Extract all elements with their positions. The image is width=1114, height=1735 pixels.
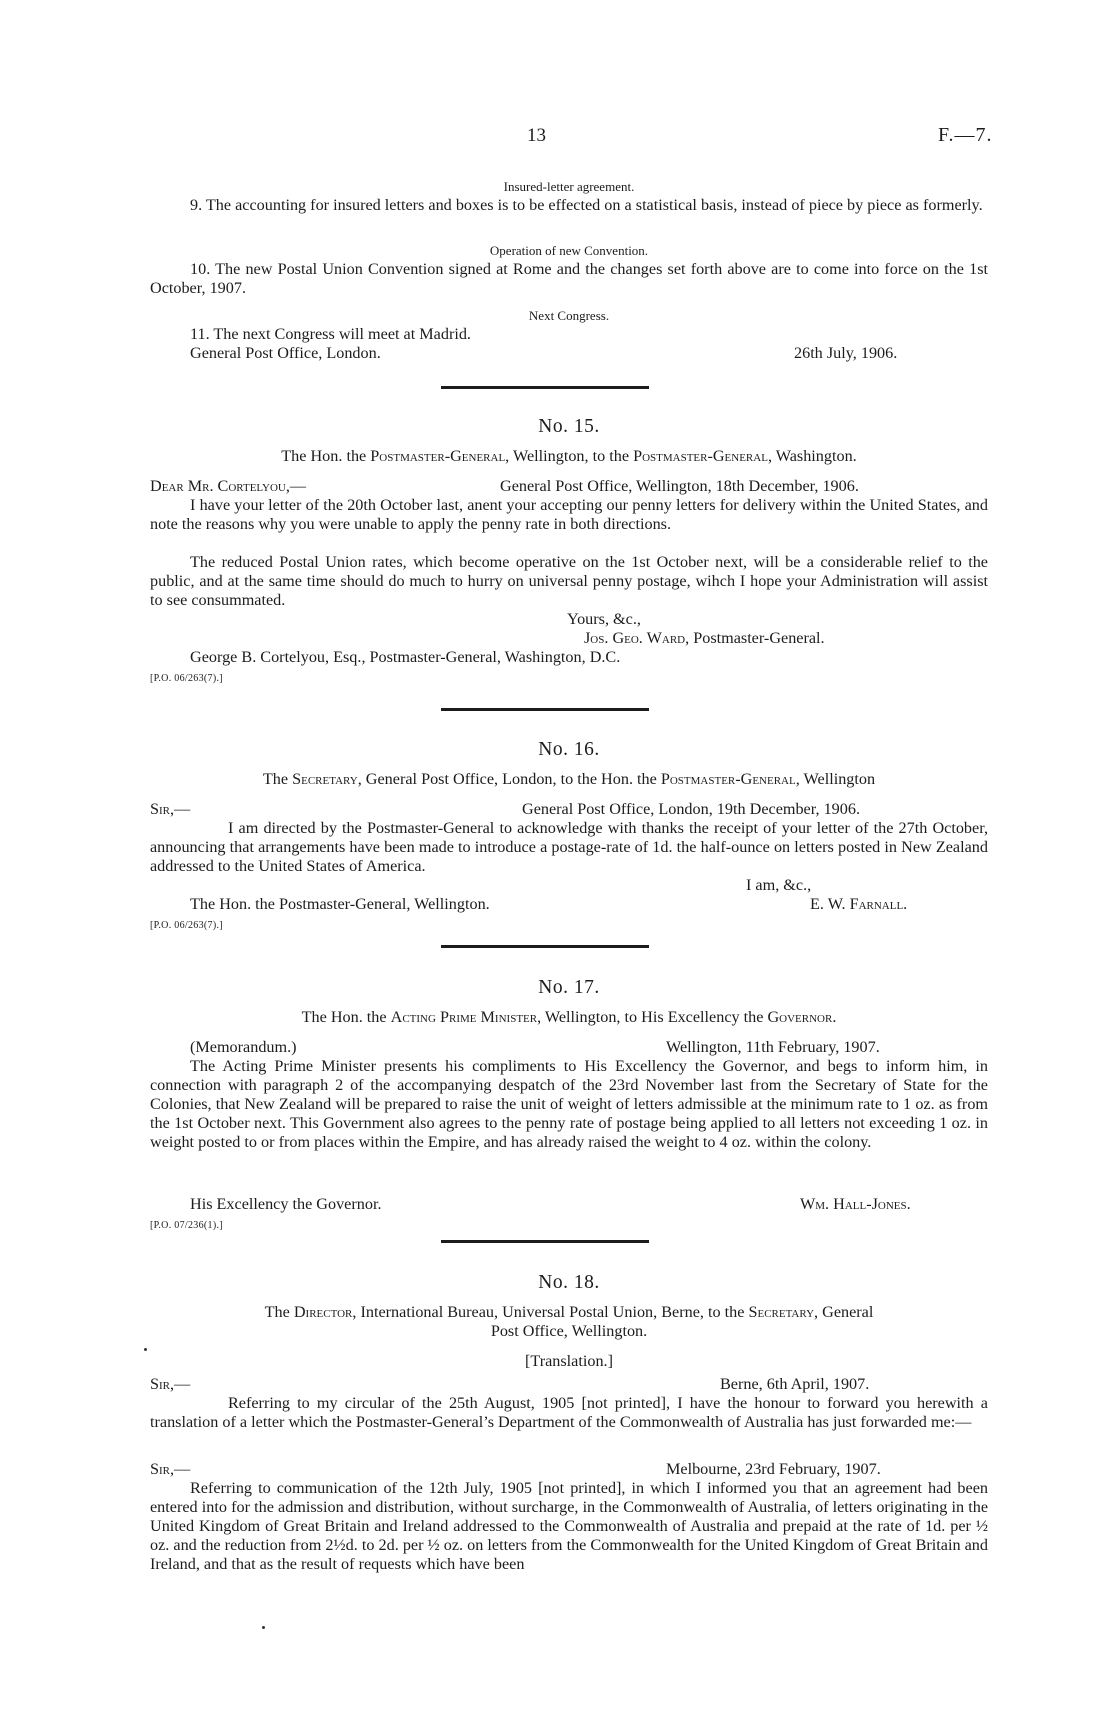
dateline-no15: General Post Office, Wellington, 18th December, 1906. (500, 477, 859, 495)
signature-no16: E. W. Farnall. (810, 895, 908, 913)
dateline-no18-1: Berne, 6th April, 1907. (720, 1375, 870, 1393)
document-title-no18: No. 18. (538, 1272, 600, 1293)
paragraph-9: 9. The accounting for insured letters and boxes is to be effected on a statistical basis, instead of piece by piece as formerly. (190, 196, 983, 214)
signature-name: Jos. Geo. Ward (584, 629, 686, 647)
addressee-no17: His Excellency the Governor. (190, 1195, 382, 1213)
salutation-no18-2: Sir,— (150, 1460, 191, 1478)
signature-no17: Wm. Hall-Jones. (800, 1195, 911, 1213)
dateline-no18-2: Melbourne, 23rd February, 1907. (666, 1460, 881, 1478)
line-suffix: . (832, 1008, 837, 1026)
section-divider (441, 708, 649, 711)
correspondence-line-no18 (150, 1303, 988, 1322)
recipient-title: Postmaster-General (660, 770, 796, 788)
salutation-no15: Dear Mr. Cortelyou,— (150, 477, 307, 495)
signature-title: , Postmaster-General. (685, 629, 825, 647)
correspondence-line-no15 (150, 447, 988, 466)
signature-no15 (584, 629, 825, 648)
paragraph-11: 11. The next Congress will meet at Madrid. (190, 325, 471, 343)
paragraph-no18-2: Referring to communication of the 12th July, 1905 [not printed], in which I informed you that an agreement had been entered into for the admission and distribution, without surcharge, in the Commonwealth of Australia, of letters originating in the United Kingdom of Great Britain and Ireland addressed to the Commonwealth of Australia and prepaid at the rate of 1d. per ½ oz. and the reduction from 2½d. to 2d. per ½ oz. on letters from the Commonwealth for the United Kingdom of Great Britain and Ireland, and that as the result of requests which have been (150, 1479, 988, 1573)
heading-insured-letter: Insured-letter agreement. (503, 179, 635, 194)
scan-speck (262, 1626, 265, 1629)
line-suffix: , General (814, 1303, 874, 1321)
recipient-title: Secretary (748, 1303, 815, 1321)
file-reference-no15: [P.O. 06/263(7).] (150, 673, 223, 684)
document-title-no16: No. 16. (538, 739, 600, 760)
recipient-title: Postmaster-General (633, 447, 768, 465)
paragraph-no17-1: The Acting Prime Minister presents his compliments to His Excellency the Governor, and begs to inform him, in connection with paragraph 2 of the accompanying despatch of the 23rd November last from the Secretary of State for the Colonies, that New Zealand will be prepared to raise the unit of weight of letters admissible at the minimum rate to 1 oz. as from the 1st October next. This Government also agrees to the penny rate of postage being applied to all letters not exceeding 1 oz. in weight posted to or from places within the Empire, and has already raised the weight to 4 oz. within the colony. (150, 1057, 988, 1151)
document-reference: F.—7. (938, 124, 993, 146)
paragraph-10: 10. The new Postal Union Convention signed at Rome and the changes set forth above are to come into force on the 1st October, 1907. (150, 260, 988, 297)
paragraph-no15-2: The reduced Postal Union rates, which become operative on the 1st October next, will be a considerable relief to the public, and at the same time should do much to hurry on universal penny postage, wihch I hope your Administration will assist to see consummated. (150, 553, 988, 609)
memorandum-label: (Memorandum.) (190, 1038, 297, 1056)
addressee-no15: George B. Cortelyou, Esq., Postmaster-General, Washington, D.C. (190, 648, 621, 666)
line-prefix: The Hon. the (301, 1008, 387, 1026)
line-suffix: , Wellington (795, 770, 876, 788)
section-divider (441, 386, 649, 389)
correspondence-line-no17 (150, 1008, 988, 1027)
line-suffix: , Washington. (767, 447, 857, 465)
heading-next-congress: Next Congress. (528, 308, 610, 323)
paragraph-no15-1: I have your letter of the 20th October last, anent your accepting our penny letters for delivery within the United States, and note the reasons why you were unable to apply the penny rate in both directions. (150, 496, 988, 533)
salutation-no18-1: Sir,— (150, 1375, 191, 1393)
line-mid: , General Post Office, London, to the Hon. the (357, 770, 657, 788)
scan-speck (144, 1348, 147, 1351)
recipient-title: Governor (767, 1008, 833, 1026)
file-reference-no17: [P.O. 07/236(1).] (150, 1220, 223, 1231)
correspondence-line-no16 (150, 770, 988, 789)
sender-title: Acting Prime Minister (390, 1008, 538, 1026)
paragraph-no18-1: Referring to my circular of the 25th August, 1905 [not printed], I have the honour to forward you herewith a translation of a letter which the Postmaster-General’s Department of the Commonwealth of Australia has just forwarded me:— (150, 1394, 988, 1431)
line-mid: , Wellington, to the (505, 447, 630, 465)
line-mid: , International Bureau, Universal Postal Union, Berne, to the (352, 1303, 745, 1321)
heading-operation: Operation of new Convention. (489, 243, 649, 258)
place-line: General Post Office, London. (190, 344, 381, 362)
sender-title: Secretary (292, 770, 358, 788)
section-divider (441, 1240, 649, 1243)
dateline-no16: General Post Office, London, 19th December, 1906. (522, 800, 861, 818)
section-divider (441, 945, 649, 948)
document-title-no17: No. 17. (538, 977, 600, 998)
line-prefix: The Hon. the (281, 447, 367, 465)
line-prefix: The (262, 770, 289, 788)
salutation-no16: Sir,— (150, 800, 191, 818)
paragraph-no16-1: I am directed by the Postmaster-General to acknowledge with thanks the receipt of your letter of the 27th October, announcing that arrangements have been made to introduce a postage-rate of 1d. the half-ounce on letters posted in New Zealand addressed to the United States of America. (150, 819, 988, 875)
dateline-no17: Wellington, 11th February, 1907. (666, 1038, 880, 1056)
correspondence-line-no18-cont: Post Office, Wellington. (490, 1322, 648, 1340)
date-line: 26th July, 1906. (794, 344, 898, 362)
line-mid: , Wellington, to His Excellency the (537, 1008, 764, 1026)
closing-no15: Yours, &c., (567, 610, 641, 628)
line-prefix: The (264, 1303, 290, 1321)
page-number: 13 (527, 125, 546, 146)
closing-no16: I am, &c., (746, 876, 812, 894)
sender-title: Postmaster-General (370, 447, 506, 465)
file-reference-no16: [P.O. 06/263(7).] (150, 920, 223, 931)
document-title-no15: No. 15. (538, 416, 600, 437)
sender-title: Director (293, 1303, 353, 1321)
translation-label: [Translation.] (525, 1352, 613, 1370)
addressee-no16: The Hon. the Postmaster-General, Wellington. (190, 895, 490, 913)
